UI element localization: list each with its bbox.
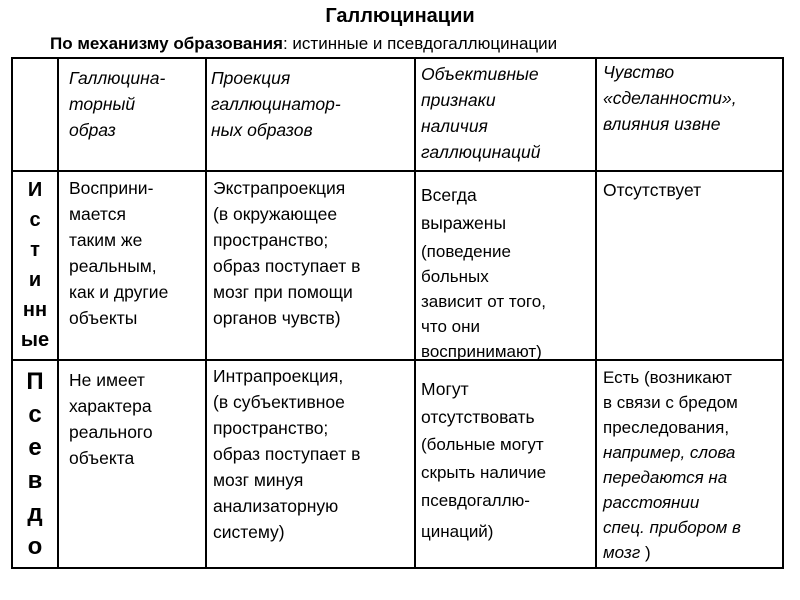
- hallucinations-table: [11, 57, 784, 569]
- pseudo-objective-cell: Могут отсутствовать (больные могут скрыть наличие псевдогаллю- цинаций): [421, 379, 547, 541]
- col-divider: [414, 59, 416, 567]
- header-image: Галлюцина- торный образ: [69, 68, 166, 140]
- true-image-cell: Восприни- мается таким же реальным, как и другие объекты: [69, 178, 169, 328]
- page-title: Галлюцинации: [325, 5, 475, 27]
- true-objective-cell: Всегда выражены (поведение больных зависит от того, что они воспринимают): [421, 185, 546, 361]
- subtitle-label: По механизму образования: [50, 34, 283, 53]
- header-influence: Чувство «сделанности», влияния извне: [603, 62, 737, 134]
- col-divider: [205, 59, 207, 567]
- subtitle: [50, 34, 557, 54]
- header-projection: Проекция галлюцинатор- ных образов: [211, 68, 341, 140]
- pseudo-influence-cell: Есть (возникают в связи с бредом преследования, например, слова передаются на расстоянии спец. прибором в мозг ): [603, 368, 741, 562]
- col-divider: [595, 59, 597, 567]
- row-divider: [13, 359, 782, 361]
- true-projection-cell: Экстрапроекция (в окружающее пространство; образ поступает в мозг при помощи органов чувств): [213, 178, 361, 328]
- row-label-true: И с т и нн ые: [20, 179, 50, 351]
- pseudo-projection-cell: Интрапроекция, (в субъективное пространство; образ поступает в мозг минуя анализаторную систему): [213, 366, 361, 542]
- header-objective-signs: Объективные признаки наличия галлюцинаций: [421, 64, 541, 162]
- row-divider: [13, 170, 782, 172]
- subtitle-value: : истинные и псевдогаллюцинации: [282, 34, 558, 53]
- pseudo-image-cell: Не имеет характера реального объекта: [69, 370, 153, 468]
- true-influence-cell: Отсутствует: [603, 180, 702, 200]
- row-label-pseudo: П с е в д о: [26, 368, 44, 560]
- col-divider: [57, 59, 59, 567]
